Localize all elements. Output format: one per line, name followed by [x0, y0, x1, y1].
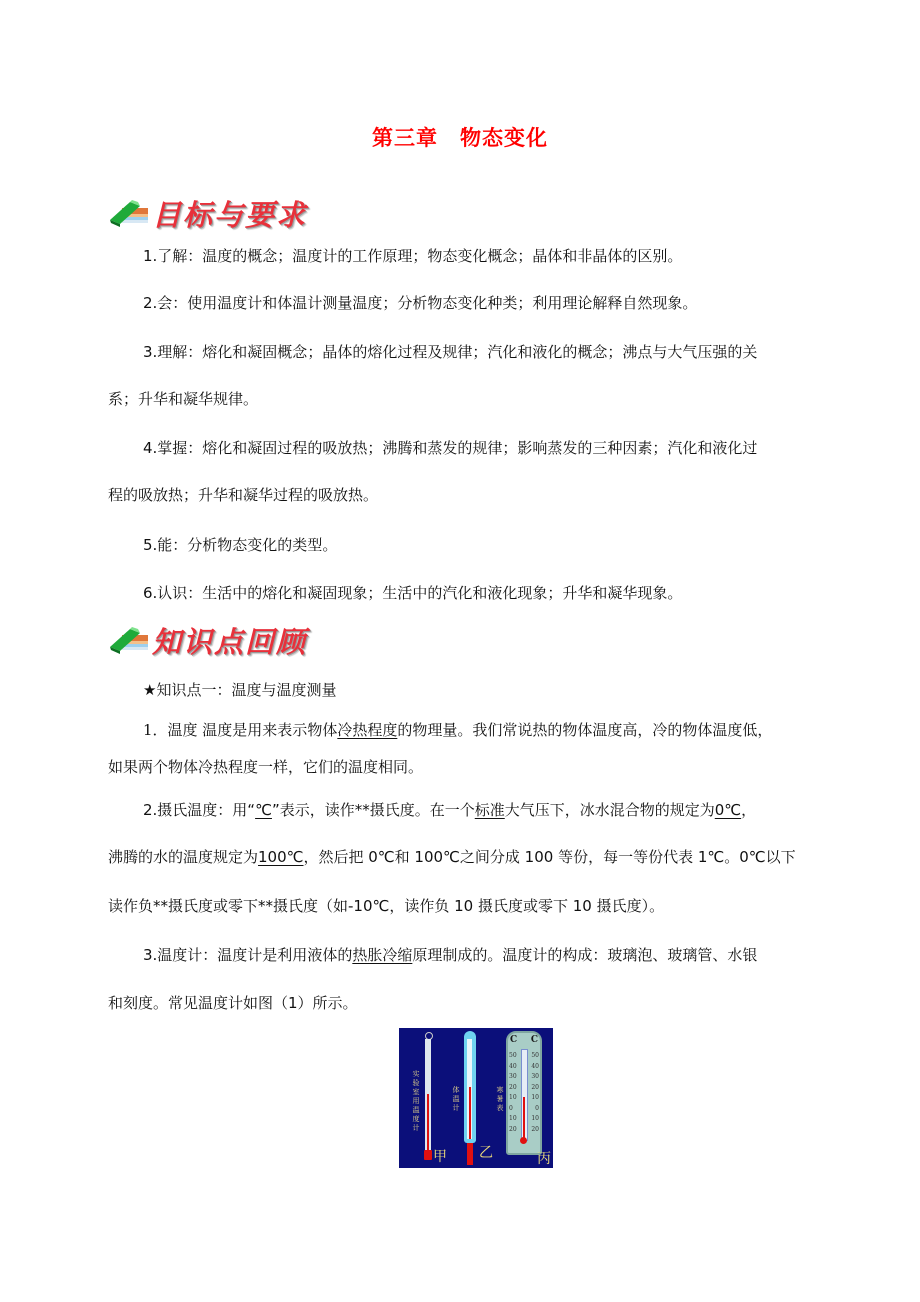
chapter-name: 物态变化: [460, 126, 548, 150]
text: 2.摄氏温度：用“: [143, 801, 256, 819]
underlined-term: 热胀冷缩: [352, 946, 413, 964]
wall-thermometer: [506, 1031, 542, 1155]
text: 沸腾的水的温度规定为: [108, 848, 259, 866]
unit-c-right: C: [530, 1035, 538, 1045]
paragraph-thermometer: [143, 945, 757, 965]
lab-thermometer-caption: 实验室用温度计: [412, 1070, 420, 1133]
goal-item-3-cont: 系；升华和凝华规律。: [108, 390, 259, 408]
underlined-term: 冷热程度: [337, 721, 398, 739]
text: 大气压下，冰水混合物的规定为: [504, 801, 715, 819]
goal-item-4-cont: 程的吸放热；升华和凝华过程的吸放热。: [108, 486, 379, 504]
chapter-title: [0, 122, 920, 152]
paragraph-temperature: [143, 720, 772, 740]
paragraph-celsius: [143, 800, 756, 820]
book-stack-icon: [108, 196, 150, 230]
clinical-thermometer-caption: 体温计: [452, 1086, 460, 1113]
text: ，: [741, 801, 757, 819]
thermometers-figure: [399, 1028, 553, 1168]
chapter-number: 第三章: [372, 126, 438, 150]
goal-item-6: 6.认识：生活中的熔化和凝固现象；生活中的汽化和液化现象；升华和凝华现象。: [143, 584, 683, 602]
goal-item-5: 5.能：分析物态变化的类型。: [143, 536, 338, 554]
text: 1．温度 温度是用来表示物体: [143, 721, 338, 739]
section-heading: 知识点回顾: [152, 624, 308, 659]
knowledge-point-heading: ★知识点一：温度与温度测量: [143, 681, 337, 699]
scale-right: 50 40 30 20 10 0 10 20: [531, 1052, 539, 1133]
wall-thermometer-caption: 寒暑表: [496, 1086, 504, 1113]
text: ”表示，读作**摄氏度。在一个: [271, 801, 475, 819]
book-stack-icon: [108, 623, 150, 657]
label-bing: 丙: [537, 1151, 551, 1167]
underlined-term: ℃: [255, 801, 272, 819]
lab-thermometer: [424, 1032, 432, 1160]
paragraph-celsius-cont2: 读作负**摄氏度或零下**摄氏度（如-10℃，读作负 10 摄氏度或零下 10 摄氏度）。: [108, 897, 665, 915]
underlined-term: 标准: [474, 801, 505, 819]
goal-item-3: 3.理解：熔化和凝固概念；晶体的熔化过程及规律；汽化和液化的概念；沸点与大气压强的关: [143, 343, 758, 361]
label-jia: 甲: [433, 1149, 447, 1165]
scale-left: 50 40 30 20 10 0 10 20: [509, 1052, 517, 1133]
label-yi: 乙: [479, 1145, 493, 1161]
goal-item-2: 2.会：使用温度计和体温计测量温度；分析物态变化种类；利用理论解释自然现象。: [143, 294, 698, 312]
goal-item-1: 1.了解：温度的概念；温度计的工作原理；物态变化概念；晶体和非晶体的区别。: [143, 247, 683, 265]
paragraph-thermometer-cont: 和刻度。常见温度计如图（1）所示。: [108, 994, 358, 1012]
unit-c-left: C: [510, 1035, 518, 1045]
underlined-term: 0℃: [714, 801, 742, 819]
clinical-thermometer: [464, 1031, 476, 1165]
text: 的物理量。我们常说热的物体温度高，冷的物体温度低，: [397, 721, 773, 739]
section-heading: 目标与要求: [152, 197, 308, 232]
section-header-goals: [108, 193, 307, 233]
underlined-term: 100℃: [258, 848, 304, 866]
goal-item-4: 4.掌握：熔化和凝固过程的吸放热；沸腾和蒸发的规律；影响蒸发的三种因素；汽化和液化过: [143, 439, 758, 457]
text: 3.温度计：温度计是利用液体的: [143, 946, 353, 964]
section-header-review: [108, 620, 307, 660]
paragraph-temperature-cont: 如果两个物体冷热程度一样，它们的温度相同。: [108, 758, 424, 776]
paragraph-celsius-cont: [108, 847, 796, 867]
text: 原理制成的。温度计的构成：玻璃泡、玻璃管、水银: [412, 946, 758, 964]
text: ，然后把 0℃和 100℃之间分成 100 等份，每一等份代表 1℃。0℃以下: [303, 848, 796, 866]
